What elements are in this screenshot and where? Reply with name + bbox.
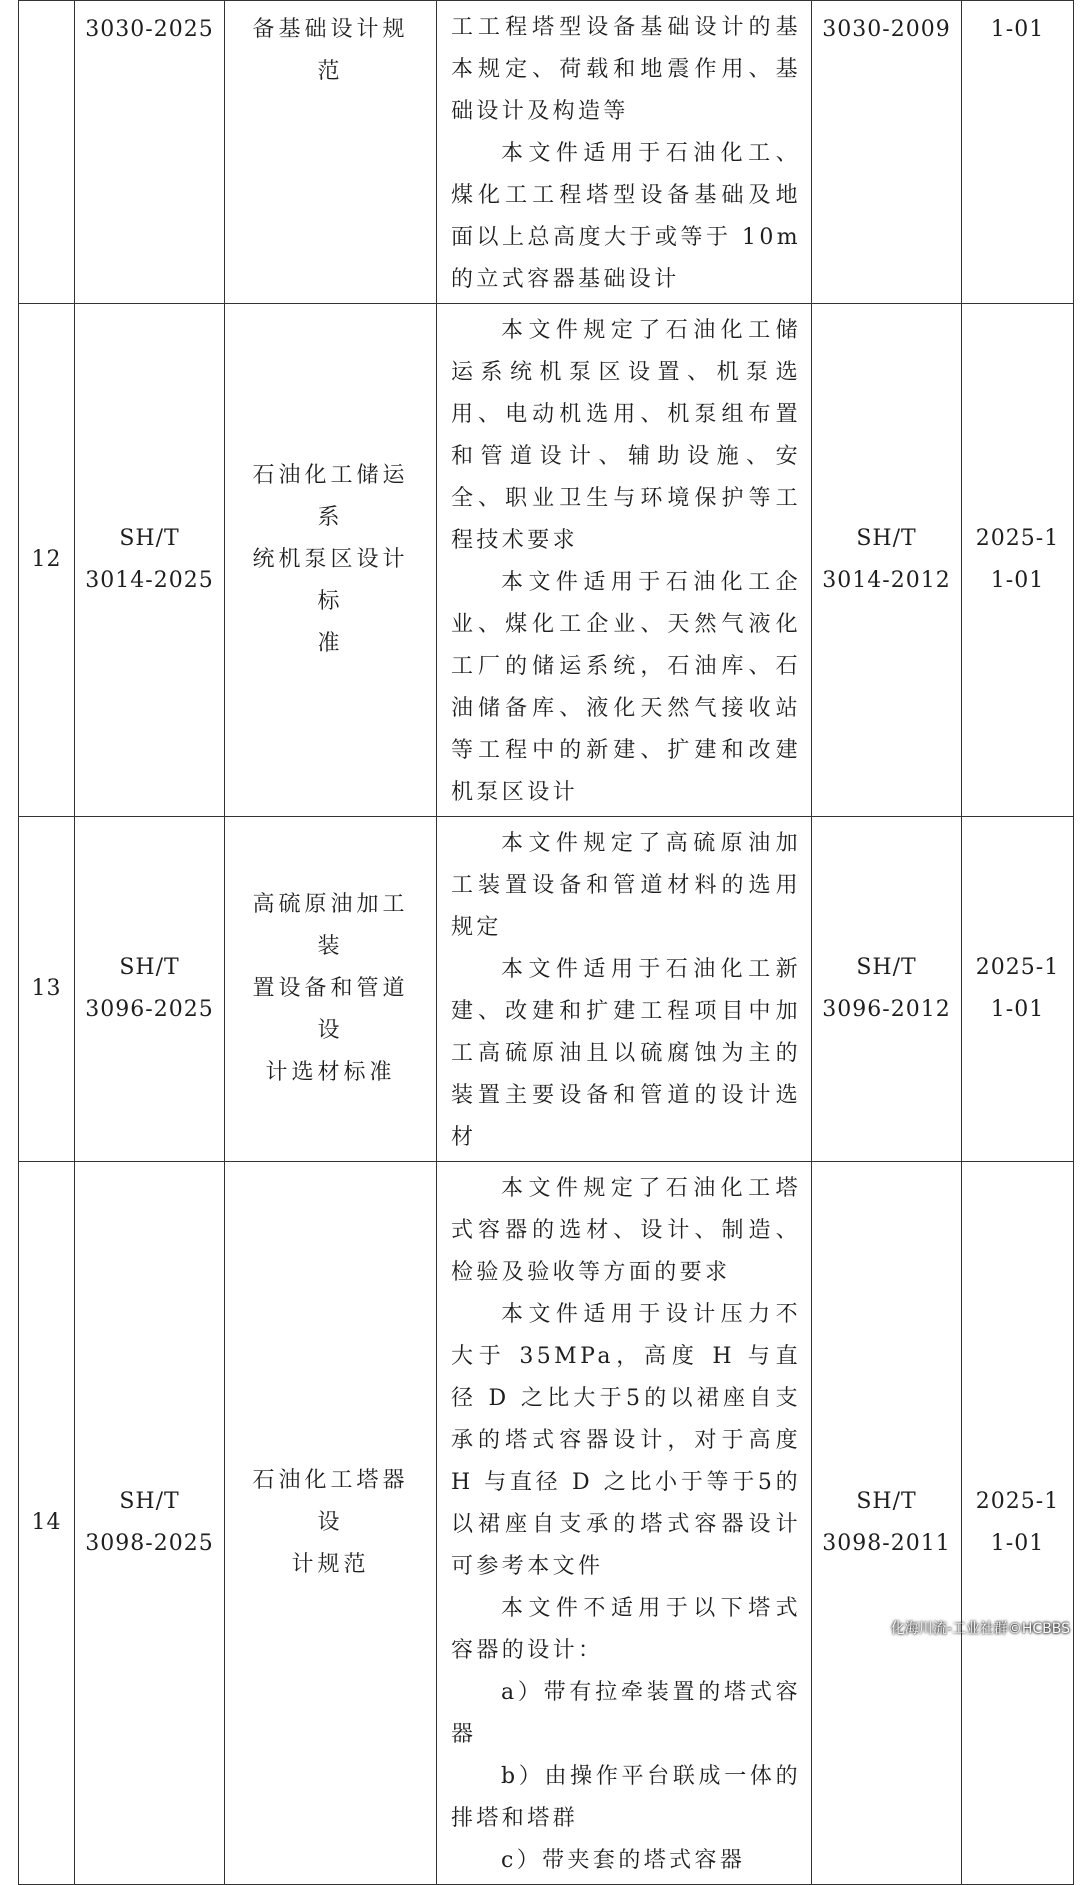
effective-date-cell-line: 2025-1	[975, 526, 1060, 551]
effective-date-cell-line: 2025-1	[975, 955, 1060, 980]
standard-name-cell	[225, 1162, 437, 1885]
row-number-cell: 12	[19, 304, 75, 817]
standard-name-cell-line: 统机泵区设计标	[252, 547, 409, 614]
replaced-standard-cell	[812, 817, 962, 1162]
replaced-standard-cell-line: SH/T	[856, 955, 917, 980]
replaced-standard-cell	[812, 1162, 962, 1885]
scope-paragraph: 本文件规定了高硫原油加工装置设备和管道材料的选用规定	[451, 831, 801, 940]
standard-name-cell	[225, 1, 437, 304]
scope-cell	[437, 1, 812, 304]
scope-paragraph: c）带夹套的塔式容器	[501, 1848, 746, 1873]
replaced-standard-cell-line: 3014-2012	[822, 568, 951, 593]
effective-date-cell-line: 1-01	[990, 1531, 1045, 1556]
row-number-cell	[19, 1, 75, 304]
standards-table-body	[19, 1, 1074, 1885]
scope-paragraph: a）带有拉牵装置的塔式容器	[451, 1680, 801, 1747]
scope-cell	[437, 1162, 812, 1885]
standard-name-cell-line: 石油化工塔器设	[252, 1468, 409, 1535]
standard-name-cell-line: 计规范	[291, 1552, 370, 1577]
standard-code-cell-line: 3098-2025	[85, 1531, 214, 1556]
standard-name-cell-line: 石油化工储运系	[252, 463, 409, 530]
replaced-standard-cell	[812, 1, 962, 304]
effective-date-cell	[962, 304, 1074, 817]
table-row	[19, 1, 1074, 304]
standards-table	[18, 0, 1074, 1885]
standard-code-cell	[75, 817, 225, 1162]
table-row	[19, 304, 1074, 817]
scope-paragraph: 本文件适用于设计压力不大于 35MPa，高度 H 与直径 D 之比大于5的以裙座自支承的塔式容器设计，对于高度 H 与直径 D 之比小于等于5的以裙座自支承的塔式容器设计可参考本文件	[451, 1302, 801, 1579]
scope-paragraph: 本文件不适用于以下塔式容器的设计：	[451, 1596, 801, 1663]
standard-code-cell-line: SH/T	[119, 955, 180, 980]
standard-name-cell-line: 准	[317, 631, 344, 656]
scope-paragraph: 本文件适用于石油化工、煤化工工程塔型设备基础及地面以上总高度大于或等于 10m 的立式容器基础设计	[451, 141, 801, 292]
standard-code-cell	[75, 304, 225, 817]
row-number-cell: 13	[19, 817, 75, 1162]
scope-paragraph: b）由操作平台联成一体的排塔和塔群	[451, 1764, 801, 1831]
replaced-standard-cell-line: 3096-2012	[822, 997, 951, 1022]
replaced-standard-cell-line: SH/T	[856, 1489, 917, 1514]
effective-date-cell-line: 2025-1	[975, 1489, 1060, 1514]
standard-name-cell	[225, 817, 437, 1162]
standard-name-cell-line: 高硫原油加工装	[252, 892, 409, 959]
standard-code-cell	[75, 1, 225, 304]
scope-cell	[437, 304, 812, 817]
standard-name-cell-line: 置设备和管道设	[252, 976, 409, 1043]
standard-code-cell-line: SH/T	[119, 526, 180, 551]
scope-paragraph: 本文件规定了石油化工储运系统机泵区设置、机泵选用、电动机选用、机泵组布置和管道设计、辅助设施、安全、职业卫生与环境保护等工程技术要求	[451, 318, 801, 553]
standard-name-cell-line: 备基础设计规范	[252, 17, 409, 84]
replaced-standard-cell-line: 3098-2011	[822, 1531, 951, 1556]
scope-paragraph: 本文件适用于石油化工企业、煤化工企业、天然气液化工厂的储运系统，石油库、石油储备库、液化天然气接收站等工程中的新建、扩建和改建机泵区设计	[451, 570, 801, 805]
table-row	[19, 1162, 1074, 1885]
replaced-standard-cell-line: SH/T	[856, 526, 917, 551]
table-row	[19, 817, 1074, 1162]
replaced-standard-cell-line: 3030-2009	[822, 17, 951, 42]
standard-code-cell-line: 3096-2025	[85, 997, 214, 1022]
standard-code-cell	[75, 1162, 225, 1885]
scope-paragraph: 工工程塔型设备基础设计的基本规定、荷载和地震作用、基础设计及构造等	[451, 15, 801, 124]
scope-paragraph: 本文件适用于石油化工新建、改建和扩建工程项目中加工高硫原油且以硫腐蚀为主的装置主要设备和管道的设计选材	[451, 957, 801, 1150]
replaced-standard-cell	[812, 304, 962, 817]
standard-name-cell-line: 计选材标准	[265, 1060, 396, 1085]
standard-code-cell-line: 3014-2025	[85, 568, 214, 593]
scope-paragraph: 本文件规定了石油化工塔式容器的选材、设计、制造、检验及验收等方面的要求	[451, 1176, 801, 1285]
standard-name-cell	[225, 304, 437, 817]
effective-date-cell-line: 1-01	[990, 568, 1045, 593]
standard-code-cell-line: SH/T	[119, 1489, 180, 1514]
row-number-cell: 14	[19, 1162, 75, 1885]
effective-date-cell-line: 1-01	[990, 997, 1045, 1022]
effective-date-cell-line: 1-01	[990, 17, 1045, 42]
scope-cell	[437, 817, 812, 1162]
standard-code-cell-line: 3030-2025	[85, 17, 214, 42]
effective-date-cell	[962, 1, 1074, 304]
effective-date-cell	[962, 1162, 1074, 1885]
watermark: 化海川流-工业社群©HCBBS	[890, 1621, 1070, 1637]
effective-date-cell	[962, 817, 1074, 1162]
